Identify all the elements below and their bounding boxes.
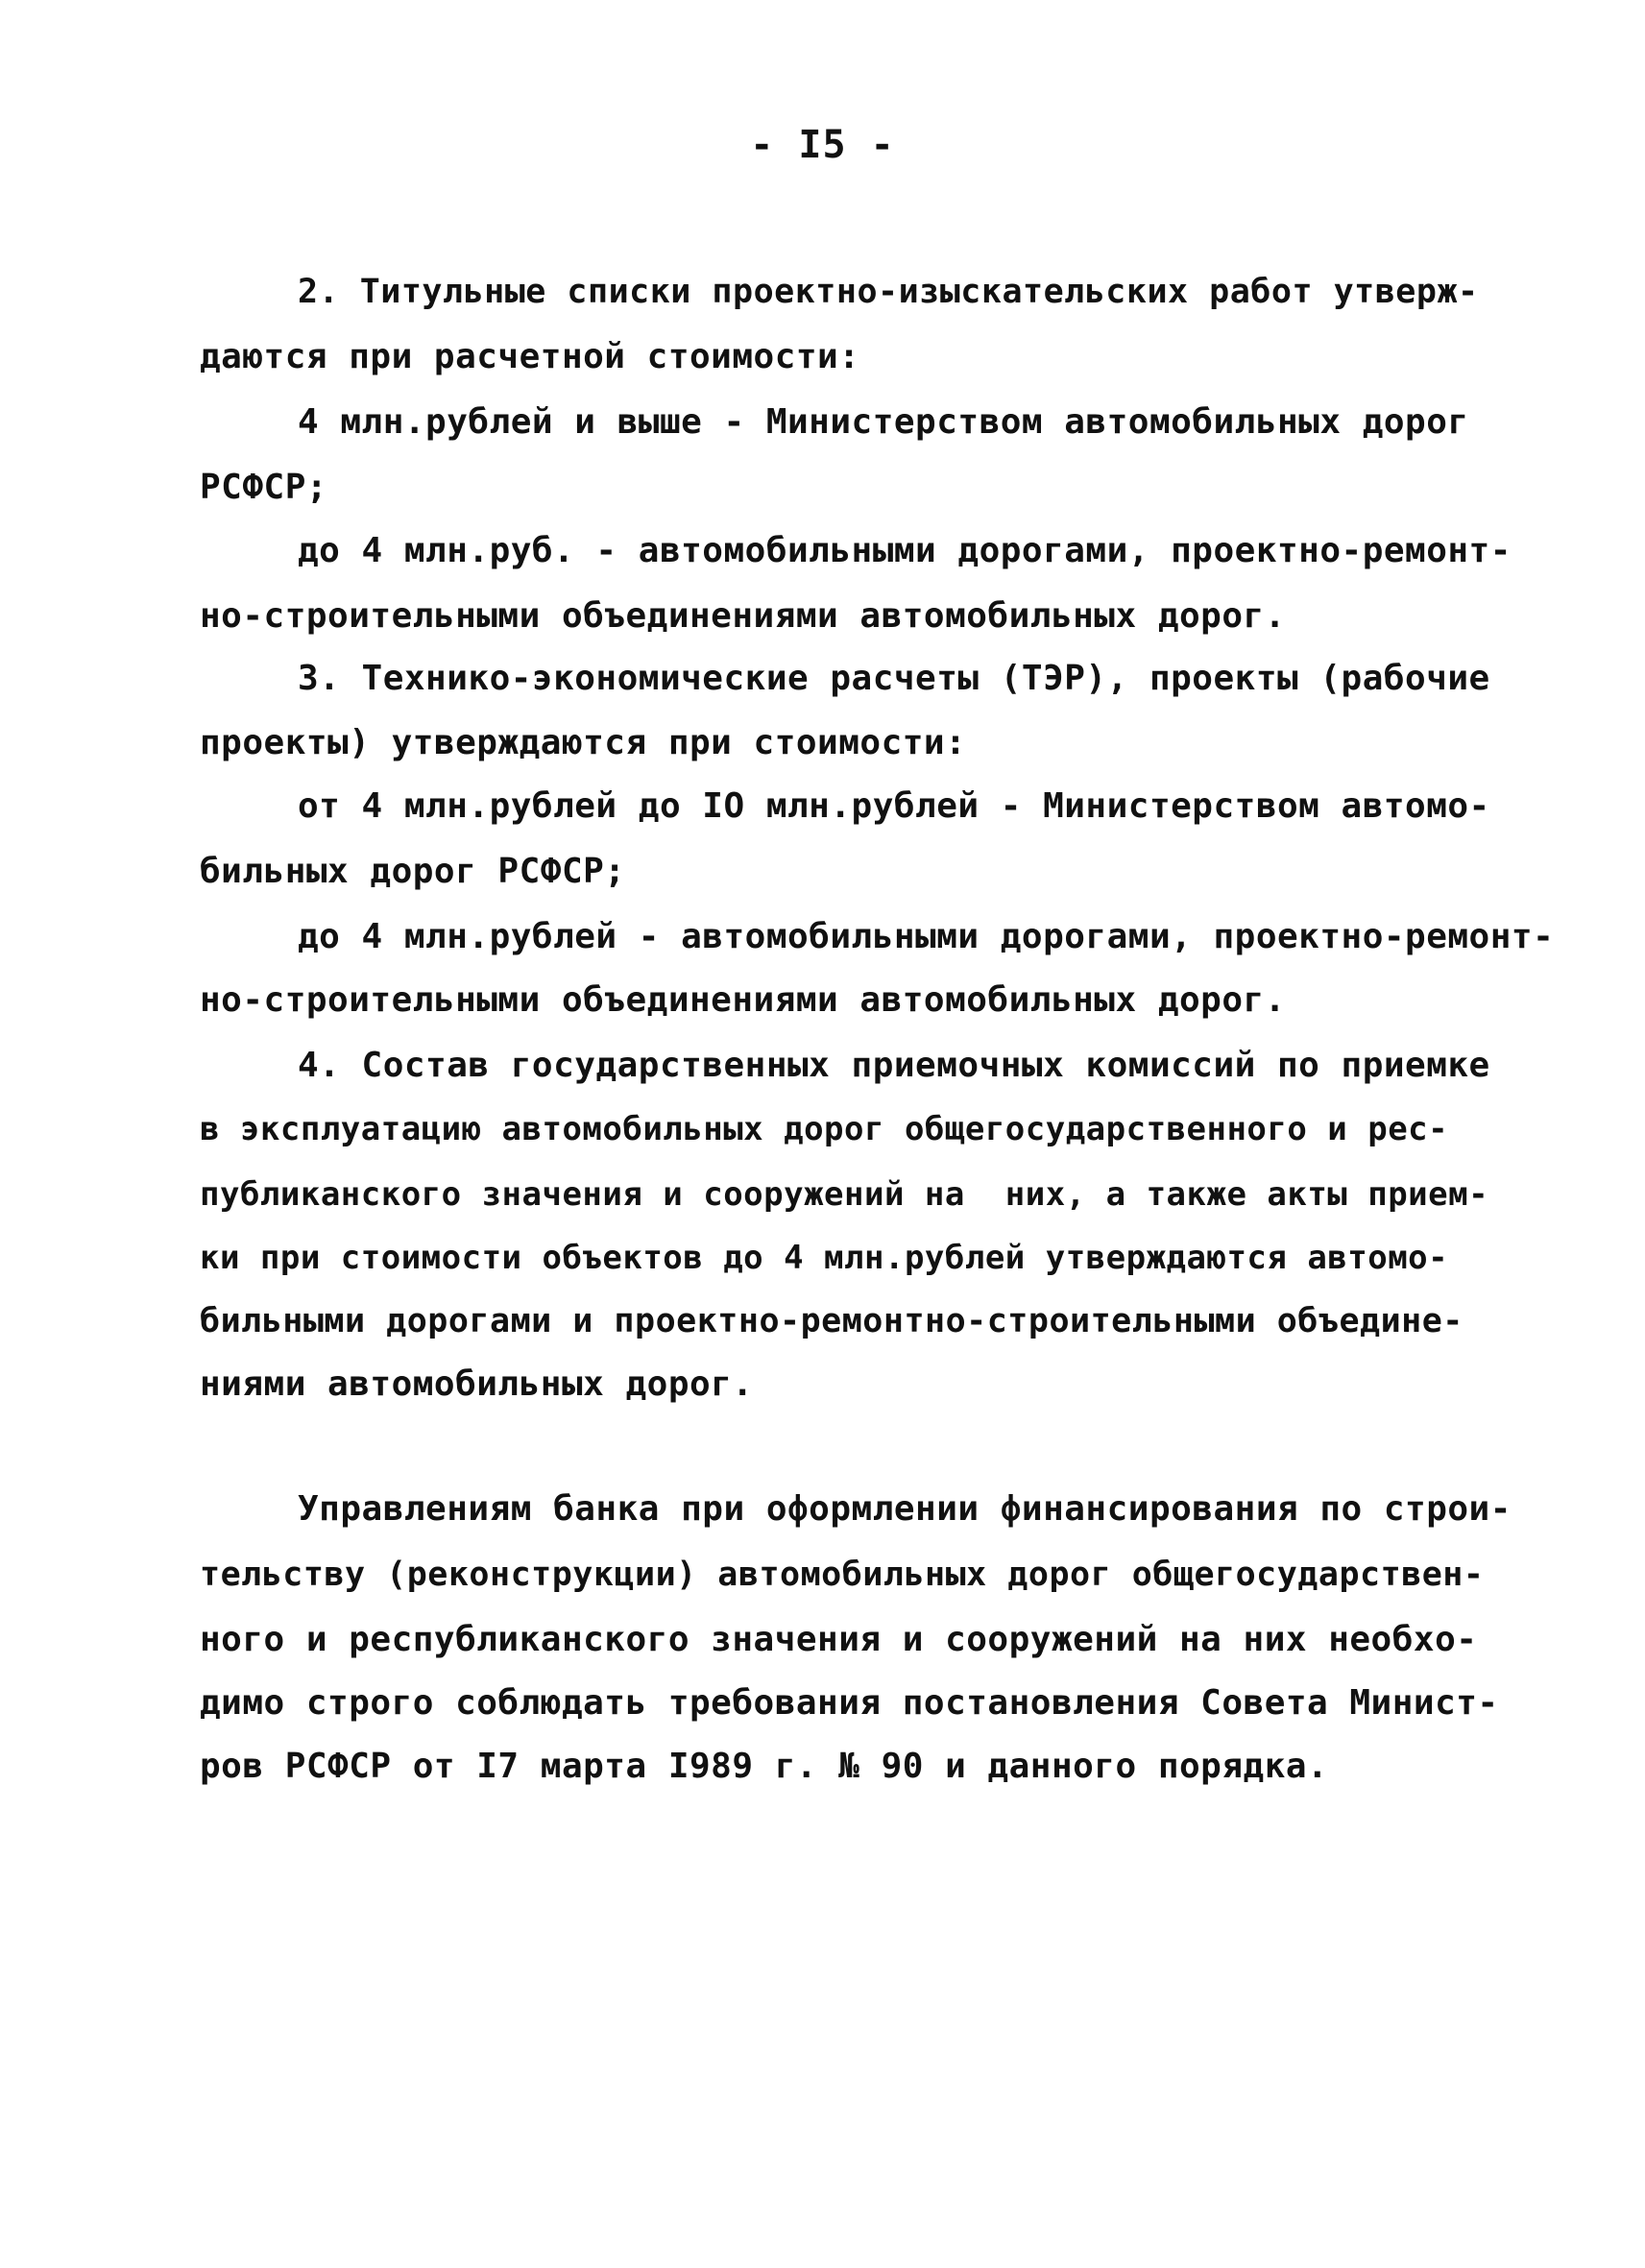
text-line: проекты) утверждаются при стоимости: (200, 723, 967, 762)
text-line: РСФСР; (200, 468, 328, 507)
text-line: ки при стоимости объектов до 4 млн.рублей утверждаются автомо- (200, 1239, 1449, 1277)
text-line: ного и республиканского значения и сооружений на них необхо- (200, 1620, 1478, 1659)
text-line: но-строительными объединениями автомобильных дорог. (200, 980, 1286, 1020)
text-line: 4. Состав государственных приемочных комиссий по приемке (298, 1046, 1490, 1085)
text-line: но-строительными объединениями автомобильных дорог. (200, 596, 1286, 636)
text-line: 3. Технико-экономические расчеты (ТЭР), проекты (рабочие (298, 659, 1490, 698)
text-line: 4 млн.рублей и выше - Министерством автомобильных дорог (298, 402, 1469, 442)
text-line: даются при расчетной стоимости: (200, 337, 860, 376)
page-number: - I5 - (750, 123, 895, 167)
text-line: димо строго соблюдать требования постановления Совета Минист- (200, 1683, 1499, 1723)
text-line: до 4 млн.руб. - автомобильными дорогами, проектно-ремонт- (298, 531, 1512, 570)
text-line: Управлениям банка при оформлении финансирования по строи- (298, 1489, 1512, 1529)
text-line: ров РСФСР от I7 марта I989 г. № 90 и данного порядка. (200, 1747, 1329, 1786)
text-line: в эксплуатацию автомобильных дорог общегосударственного и рес- (200, 1110, 1449, 1148)
text-line: от 4 млн.рублей до IO млн.рублей - Министерством автомо- (298, 786, 1490, 826)
text-line: до 4 млн.рублей - автомобильными дорогами, проектно-ремонт- (298, 917, 1555, 956)
text-line: ниями автомобильных дорог. (200, 1364, 754, 1404)
text-line: публиканского значения и сооружений на них, а также акты прием- (200, 1175, 1489, 1214)
text-line: бильных дорог РСФСР; (200, 852, 626, 891)
text-line: бильными дорогами и проектно-ремонтно-строительными объедине- (200, 1302, 1464, 1340)
text-line: тельству (реконструкции) автомобильных дорог общегосударствен- (200, 1556, 1485, 1594)
text-line: 2. Титульные списки проектно-изыскательских работ утверж- (298, 273, 1479, 311)
